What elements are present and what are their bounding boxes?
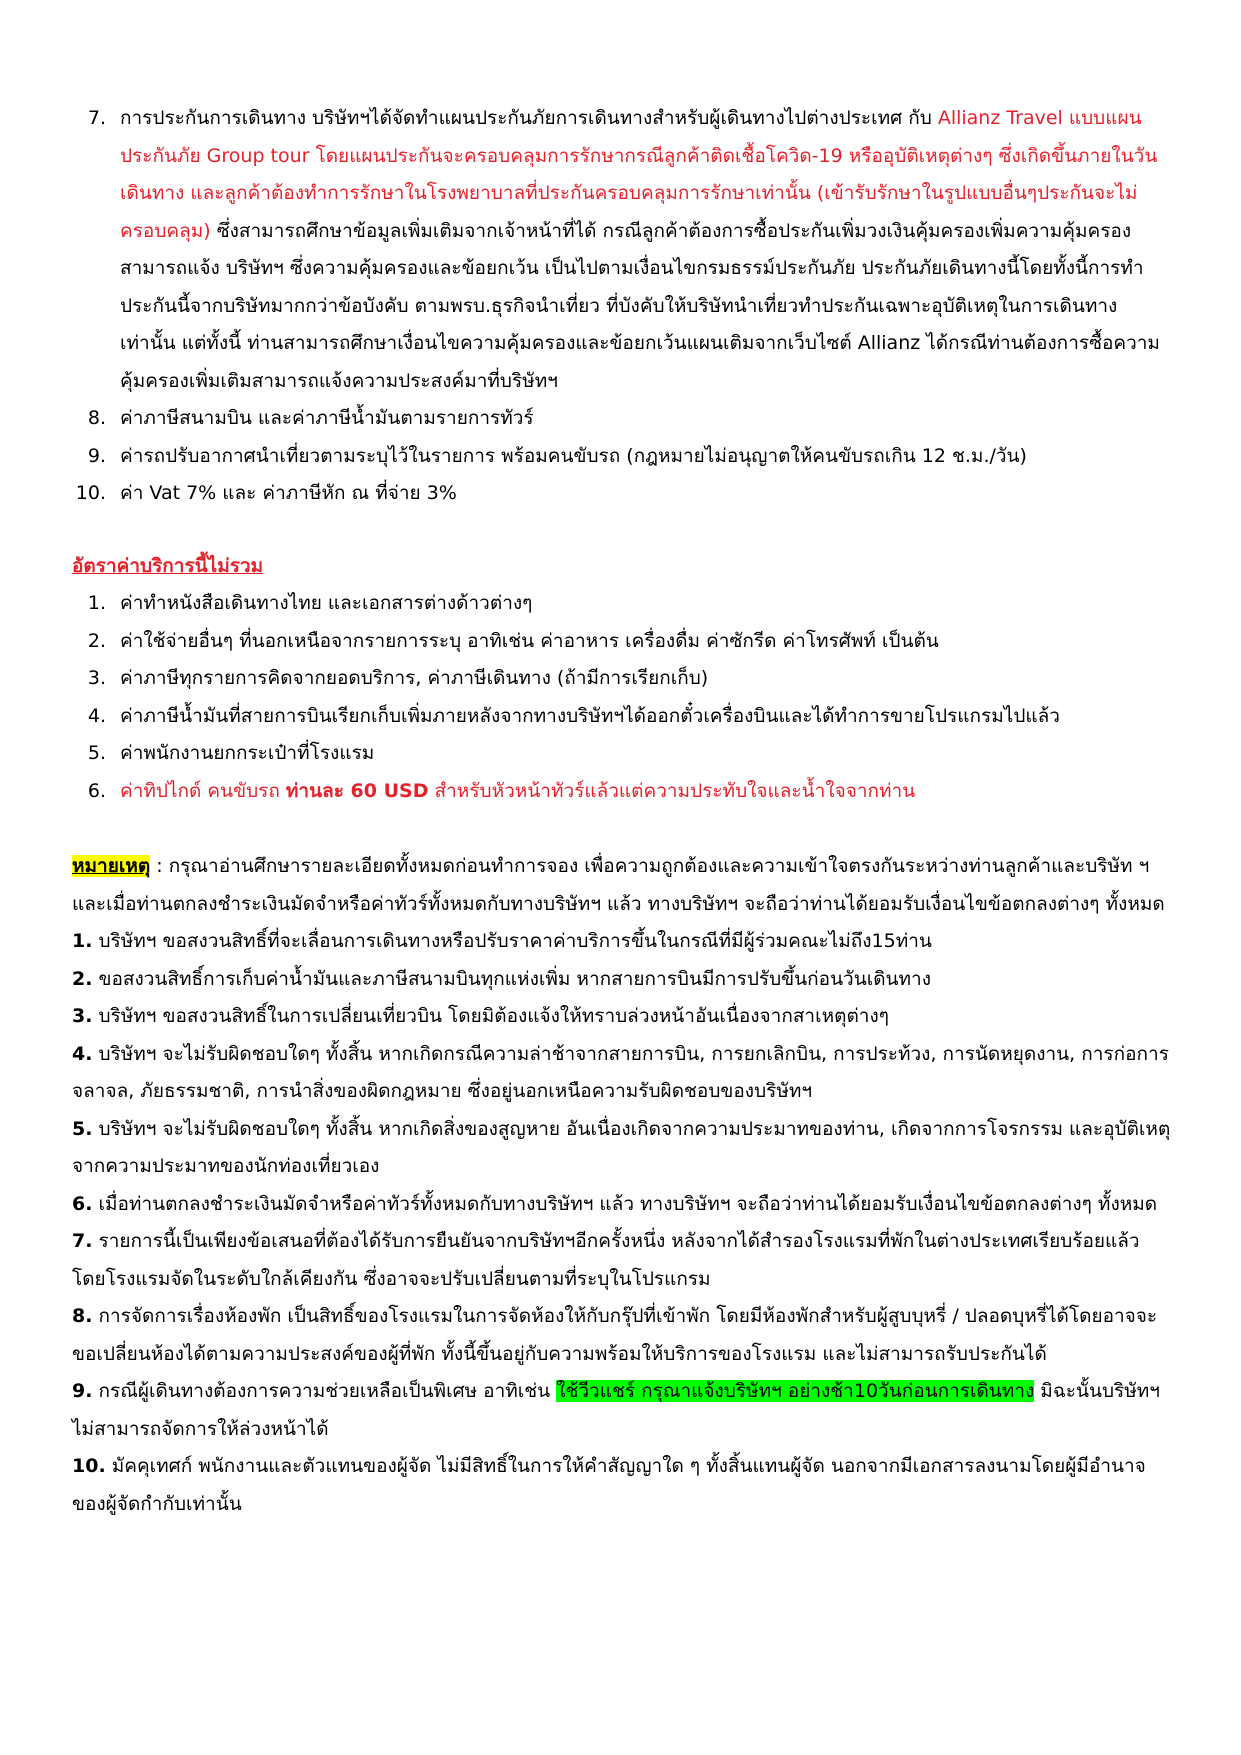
tip-text (120, 780, 915, 802)
list-item-text: ค่าพนักงานยกกระเป๋าที่โรงแรม (120, 742, 375, 764)
notes-label: หมายเหตุ (72, 855, 151, 877)
note-text: การจัดการเรื่องห้องพัก เป็นสิทธิ์ของโรงแรมในการจัดห้องให้กับกรุ๊ปที่เข้าพัก โดยมีห้องพักสำหรับผู้สูบบุหรี่ / ปลอดบุหรี่ได้โดยอาจจะขอเปลี่ยนห้องได้ตามความประสงค์ของผู้ที่พัก ทั้งนี้ขึ้นอยู่กับความพร้อมให้บริการของโรงแรม และไม่สามารถรับประกันได้ (72, 1305, 1158, 1365)
note-item-6 (72, 1186, 1171, 1224)
excluded-item-5 (72, 735, 1171, 773)
list-item-text: ค่าทำหนังสือเดินทางไทย และเอกสารต่างด้าวต่างๆ (120, 592, 533, 614)
excluded-item-1 (72, 585, 1171, 623)
note-item-3 (72, 998, 1171, 1036)
notes-intro (72, 848, 1171, 923)
insurance-text-start: การประกันการเดินทาง บริษัทฯได้จัดทำแผนประกันภัยการเดินทางสำหรับผู้เดินทางไปต่างประเทศ กับ (120, 107, 938, 129)
list-number: 8. (87, 407, 106, 429)
wheelchair-highlight: ใช้วีวแชร์ กรุณาแจ้งบริษัทฯ อย่างช้า10วันก่อนการเดินทาง (556, 1380, 1035, 1402)
note-item-8 (72, 1298, 1171, 1373)
note-text: บริษัทฯ จะไม่รับผิดชอบใดๆ ทั้งสิ้น หากเกิดกรณีความล่าช้าจากสายการบิน, การยกเลิกบิน, การประท้วง, การนัดหยุดงาน, การก่อการจลาจล, ภัยธรรมชาติ, การนำสิ่งของผิดกฎหมาย ซึ่งอยู่นอกเหนือความรับผิดชอบของบริษัทฯ (72, 1042, 1169, 1102)
excluded-heading: อัตราค่าบริการนี้ไม่รวม (72, 554, 264, 577)
excluded-list (72, 585, 1171, 810)
note-item-2 (72, 961, 1171, 999)
tip-amount: ท่านละ 60 USD (285, 779, 429, 802)
note-number: 10. (72, 1455, 106, 1477)
list-number: 10. (75, 482, 106, 504)
note-text: ขอสงวนสิทธิ์การเก็บค่าน้ำมันและภาษีสนามบินทุกแห่งเพิ่ม หากสายการบินมีการปรับขึ้นก่อนวันเดินทาง (92, 967, 932, 990)
note-text: บริษัทฯ ขอสงวนสิทธิ์ที่จะเลื่อนการเดินทางหรือปรับราคาค่าบริการขึ้นในกรณีที่มีผู้ร่วมคณะไม่ถึง15ท่าน (92, 930, 932, 952)
list-number: 4. (87, 704, 106, 727)
note-text: บริษัทฯ จะไม่รับผิดชอบใดๆ ทั้งสิ้น หากเกิดสิ่งของสูญหาย อันเนื่องเกิดจากความประมาทของท่าน, เกิดจากการโจรกรรม และอุบัติเหตุจากความประมาทของนักท่องเที่ยวเอง (72, 1117, 1171, 1177)
note-number: 9. (72, 1380, 93, 1402)
insurance-text-red: Allianz Travel แบบแผนประกันภัย Group tour โดยแผนประกันจะครอบคลุมการรักษากรณีลูกค้าติดเชื้อโควิด-19 หรืออุบัติเหตุต่างๆ ซึ่งเกิดขึ้นภายในวันเดินทาง และลูกค้าต้องทำการรักษาในโรงพยาบาลที่ประกันครอบคลุมการรักษาเท่านั้น (เข้ารับรักษาในรูปแบบอื่นๆประกันจะไม่ครอบคลุม) (120, 107, 1158, 242)
note-number: 7. (72, 1230, 93, 1252)
excluded-item-3 (72, 660, 1171, 698)
included-item-7 (72, 100, 1171, 400)
list-item-text: ค่าภาษีน้ำมันที่สายการบินเรียกเก็บเพิ่มภายหลังจากทางบริษัทฯได้ออกตั๋วเครื่องบินและได้ทำการขายโปรแกรมไปแล้ว (120, 704, 1060, 727)
note-item-7 (72, 1223, 1171, 1298)
list-number: 7. (87, 107, 106, 129)
list-item-text: ค่าใช้จ่ายอื่นๆ ที่นอกเหนือจากรายการระบุ อาทิเช่น ค่าอาหาร เครื่องดื่ม ค่าซักรีด ค่าโทรศัพท์ เป็นต้น (120, 629, 939, 652)
note-number: 1. (72, 930, 93, 952)
note-number: 2. (72, 967, 93, 990)
list-number: 3. (87, 667, 106, 689)
included-item-9 (72, 438, 1171, 476)
list-item-text: ค่ารถปรับอากาศนำเที่ยวตามระบุไว้ในรายการ พร้อมคนขับรถ (กฎหมายไม่อนุญาตให้คนขับรถเกิน 12 ช.ม./วัน) (120, 444, 1027, 467)
note-number: 8. (72, 1305, 93, 1327)
included-item-10 (72, 475, 1171, 513)
note-number: 6. (72, 1192, 93, 1215)
note-text: มัคคุเทศก์ พนักงานและตัวแทนของผู้จัด ไม่มีสิทธิ์ในการให้คำสัญญาใด ๆ ทั้งสิ้นแทนผู้จัด นอกจากมีเอกสารลงนามโดยผู้มีอำนาจของผู้จัดกำกับเท่านั้น (72, 1455, 1146, 1515)
list-item-text: ค่า Vat 7% และ ค่าภาษีหัก ณ ที่จ่าย 3% (120, 482, 457, 504)
included-list-continued (72, 100, 1171, 513)
note-number: 4. (72, 1042, 93, 1065)
note-number: 5. (72, 1117, 93, 1140)
note-item-1 (72, 923, 1171, 961)
note-text-part3: มิฉะนั้นบริษัทฯไม่สามารถจัดการให้ล่วงหน้าได้ (72, 1380, 1160, 1440)
excluded-item-2 (72, 623, 1171, 661)
note-text-part1: กรณีผู้เดินทางต้องการความช่วยเหลือเป็นพิเศษ อาทิเช่น (92, 1380, 557, 1402)
list-number: 9. (87, 444, 106, 467)
note-text: รายการนี้เป็นเพียงข้อเสนอที่ต้องได้รับการยืนยันจากบริษัทฯอีกครั้งหนึ่ง หลังจากได้สำรองโรงแรมที่พักในต่างประเทศเรียบร้อยแล้ว โดยโรงแรมจัดในระดับใกล้เคียงกัน ซึ่งอาจจะปรับเปลี่ยนตามที่ระบุในโปรแกรม (72, 1230, 1140, 1290)
excluded-item-4 (72, 698, 1171, 736)
note-item-4 (72, 1036, 1171, 1111)
notes-section (72, 848, 1171, 1523)
note-item-5 (72, 1111, 1171, 1186)
included-item-8 (72, 400, 1171, 438)
note-item-9 (72, 1373, 1171, 1448)
note-text: บริษัทฯ ขอสงวนสิทธิ์ในการเปลี่ยนเที่ยวบิน โดยมิต้องแจ้งให้ทราบล่วงหน้าอันเนื่องจากสาเหตุต่างๆ (92, 1005, 889, 1027)
note-number: 3. (72, 1005, 93, 1027)
list-item-text: ค่าภาษีทุกรายการคิดจากยอดบริการ, ค่าภาษีเดินทาง (ถ้ามีการเรียกเก็บ) (120, 667, 709, 689)
list-number: 2. (87, 629, 106, 652)
insurance-text-end: ซึ่งสามารถศึกษาข้อมูลเพิ่มเติมจากเจ้าหน้าที่ได้ กรณีลูกค้าต้องการซื้อประกันเพิ่มวงเงินคุ้มครองเพิ่มความคุ้มครอง สามารถแจ้ง บริษัทฯ ซึ่งความคุ้มครองและข้อยกเว้น เป็นไปตามเงื่อนไขกรมธรรม์ประกันภัย ประกันภัยเดินทางนี้โดยทั้งนี้การทำประกันนี้จากบริษัทมากกว่าข้อบังคับ ตามพรบ.ธุรกิจนำเที่ยว ที่บังคับให้บริษัทนำเที่ยวทำประกันเฉพาะอุบัติเหตุในการเดินทางเท่านั้น แต่ทั้งนี้ ท่านสามารถศึกษาเงื่อนไขความคุ้มครองและข้อยกเว้นแผนเติมจากเว็บไซต์ Allianz ได้กรณีท่านต้องการซื้อความคุ้มครองเพิ่มเติมสามารถแจ้งความประสงค์มาที่บริษัทฯ (120, 219, 1160, 392)
tip-text-part1: ค่าทิปไกด์ คนขับรถ (120, 779, 286, 802)
excluded-item-6 (72, 773, 1171, 811)
note-item-10 (72, 1448, 1171, 1523)
list-number: 1. (87, 592, 106, 614)
notes-intro-text: : กรุณาอ่านศึกษารายละเอียดทั้งหมดก่อนทำการจอง เพื่อความถูกต้องและความเข้าใจตรงกันระหว่างท่านลูกค้าและบริษัท ฯ และเมื่อท่านตกลงชำระเงินมัดจำหรือค่าทัวร์ทั้งหมดกับทางบริษัทฯ แล้ว ทางบริษัทฯ จะถือว่าท่านได้ยอมรับเงื่อนไขข้อตกลงต่างๆ ทั้งหมด (72, 855, 1165, 915)
tip-text-part3: สำหรับหัวหน้าทัวร์แล้วแต่ความประทับใจและน้ำใจจากท่าน (428, 779, 916, 802)
list-number: 5. (87, 742, 106, 764)
note-text: เมื่อท่านตกลงชำระเงินมัดจำหรือค่าทัวร์ทั้งหมดกับทางบริษัทฯ แล้ว ทางบริษัทฯ จะถือว่าท่านได้ยอมรับเงื่อนไขข้อตกลงต่างๆ ทั้งหมด (92, 1192, 1158, 1215)
list-number: 6. (87, 779, 106, 802)
list-item-text: ค่าภาษีสนามบิน และค่าภาษีน้ำมันตามรายการทัวร์ (120, 407, 534, 429)
